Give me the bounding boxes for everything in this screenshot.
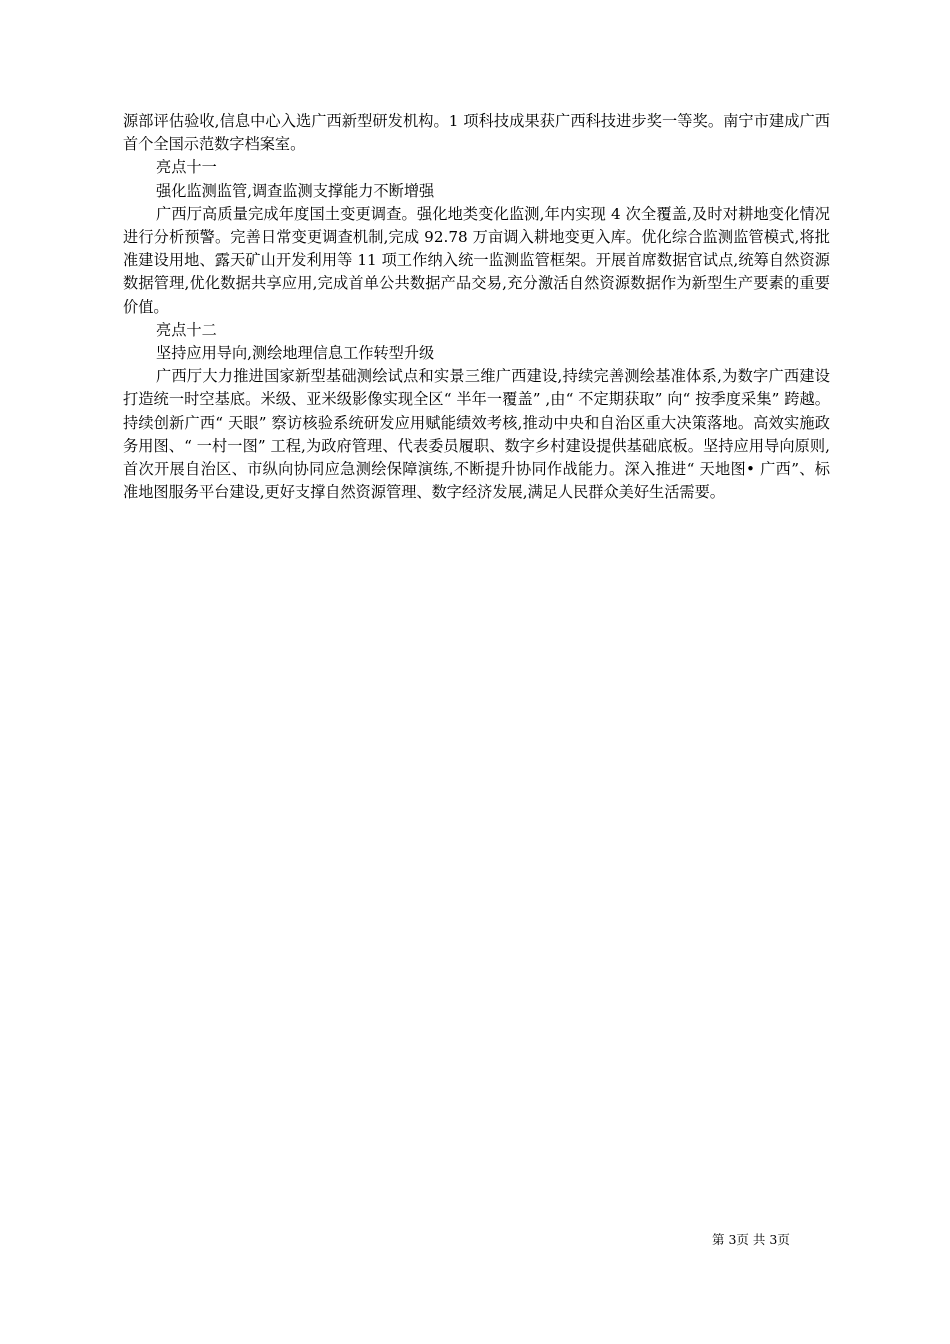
highlight-heading-11: 亮点十一: [156, 158, 217, 177]
page-number-footer: 第 3页 共 3页: [712, 1232, 790, 1247]
body-paragraph-continued: 源部评估验收,信息中心入选广西新型研发机构。1 项科技成果获广西科技进步奖一等奖。南宁市建成广西首个全国示范数字档案室。: [123, 112, 830, 154]
section-subtitle-monitoring: 强化监测监管,调查监测支撑能力不断增强: [156, 181, 435, 200]
section-subtitle-surveying: 坚持应用导向,测绘地理信息工作转型升级: [156, 344, 435, 363]
document-body: [123, 110, 830, 504]
body-paragraph-surveying: 广西厅大力推进国家新型基础测绘试点和实景三维广西建设,持续完善测绘基准体系,为数字广西建设打造统一时空基底。米级、亚米级影像实现全区“ 半年一覆盖” ,由“ 不定期获取” 向“ 按季度采集” 跨越。持续创新广西“ 天眼” 察访核验系统研发应用赋能绩效考核,推动中央和自治区重大决策落地。高效实施政务用图、“ 一村一图” 工程,为政府管理、代表委员履职、数字乡村建设提供基础底板。坚持应用导向原则,首次开展自治区、市纵向协同应急测绘保障演练,不断提升协同作战能力。深入推进“ 天地图• 广西”、标准地图服务平台建设,更好支撑自然资源管理、数字经济发展,满足人民群众美好生活需要。: [123, 367, 830, 502]
highlight-heading-12: 亮点十二: [156, 320, 217, 339]
body-paragraph-monitoring: 广西厅高质量完成年度国土变更调查。强化地类变化监测,年内实现 4 次全覆盖,及时对耕地变化情况进行分析预警。完善日常变更调查机制,完成 92.78 万亩调入耕地变更入库。优化综合监测监管模式,将批准建设用地、露天矿山开发利用等 11 项工作纳入统一监测监管框架。开展首席数据官试点,统筹自然资源数据管理,优化数据共享应用,完成首单公共数据产品交易,充分激活自然资源数据作为新型生产要素的重要价值。: [123, 204, 830, 316]
